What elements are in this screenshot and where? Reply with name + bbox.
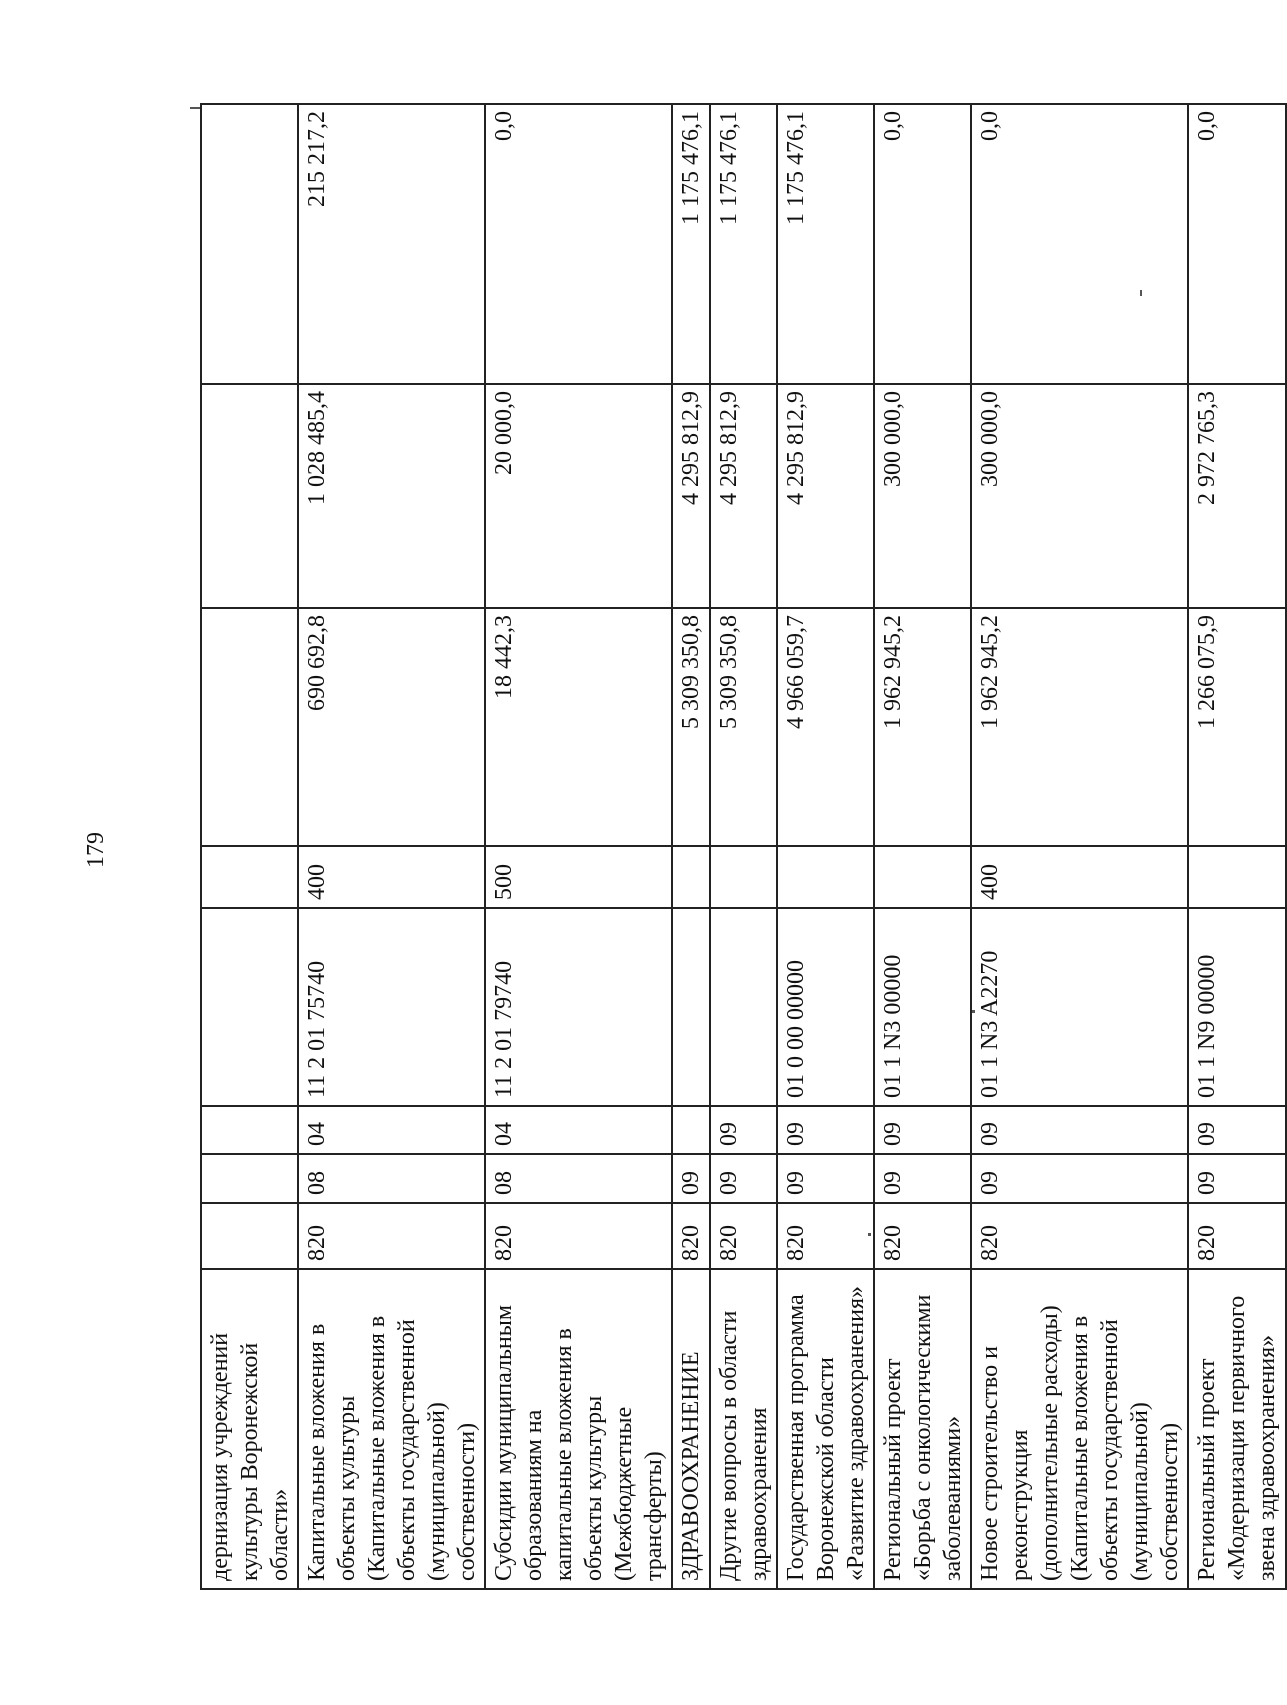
- expense-type-code: [710, 846, 777, 908]
- target-article-code: 11 2 01 79740: [485, 908, 672, 1106]
- amount-2: 4 295 812,9: [710, 384, 777, 608]
- table-row: [710, 104, 777, 1589]
- table-row: [672, 104, 710, 1589]
- target-article-code: 01 1 N3 A2270: [971, 908, 1188, 1106]
- amount-3: 1 175 476,1: [672, 104, 710, 384]
- amount-1: 690 692,8: [298, 608, 485, 846]
- target-article-code: [672, 908, 710, 1106]
- target-article-code: 11 2 01 75740: [298, 908, 485, 1106]
- row-name: Региональный проект «Борьба с онкологическими заболеваниями»: [874, 1269, 971, 1589]
- row-name: Капитальные вложения в объекты культуры (Капитальные вложения в объекты государственной (муниципальной) собственности): [298, 1269, 485, 1589]
- amount-1: 1 962 945,2: [971, 608, 1188, 846]
- section-code: 09: [971, 1154, 1188, 1203]
- subsection-code: 04: [485, 1106, 672, 1154]
- row-name: Другие вопросы в области здравоохранения: [710, 1269, 777, 1589]
- row-name: Региональный проект «Модернизация первичного звена здравоохранения»: [1188, 1269, 1286, 1589]
- rotated-table-container: [200, 105, 1280, 1590]
- expense-type-code: 400: [298, 846, 485, 908]
- section-code: [201, 1154, 298, 1203]
- section-code: 09: [672, 1154, 710, 1203]
- expense-type-code: [777, 846, 874, 908]
- target-article-code: 01 0 00 00000: [777, 908, 874, 1106]
- row-name: Субсидии муниципальным образованиям на капитальные вложения в объекты культуры (Межбюджетные трансферты): [485, 1269, 672, 1589]
- subsection-code: 04: [298, 1106, 485, 1154]
- section-code: 09: [777, 1154, 874, 1203]
- subsection-code: 09: [971, 1106, 1188, 1154]
- row-name: Новое строительство и реконструкция (дополнительные расходы) (Капитальные вложения в объекты государственной (муниципальной) собственности): [971, 1269, 1188, 1589]
- amount-2: 300 000,0: [971, 384, 1188, 608]
- amount-3: 0,0: [971, 104, 1188, 384]
- expense-type-code: [201, 846, 298, 908]
- section-code: 08: [298, 1154, 485, 1203]
- amount-1: 18 442,3: [485, 608, 672, 846]
- table-row: [485, 104, 672, 1589]
- target-article-code: [201, 908, 298, 1106]
- amount-3: 0,0: [1188, 104, 1286, 384]
- table-row: [874, 104, 971, 1589]
- grbs-code: 820: [710, 1203, 777, 1269]
- amount-2: 2 972 765,3: [1188, 384, 1286, 608]
- amount-3: 0,0: [874, 104, 971, 384]
- amount-2: 300 000,0: [874, 384, 971, 608]
- amount-1: 1 266 075,9: [1188, 608, 1286, 846]
- amount-2: 4 295 812,9: [777, 384, 874, 608]
- amount-1: 5 309 350,8: [672, 608, 710, 846]
- amount-1: [201, 608, 298, 846]
- amount-1: 1 962 945,2: [874, 608, 971, 846]
- expense-type-code: 400: [971, 846, 1188, 908]
- expense-type-code: [672, 846, 710, 908]
- table-row: [298, 104, 485, 1589]
- amount-2: 20 000,0: [485, 384, 672, 608]
- expense-type-code: 500: [485, 846, 672, 908]
- row-name: ЗДРАВООХРАНЕНИЕ: [672, 1269, 710, 1589]
- subsection-code: 09: [777, 1106, 874, 1154]
- grbs-code: 820: [485, 1203, 672, 1269]
- section-code: 09: [874, 1154, 971, 1203]
- subsection-code: 09: [1188, 1106, 1286, 1154]
- grbs-code: 820: [672, 1203, 710, 1269]
- section-code: 09: [710, 1154, 777, 1203]
- table-row: [1188, 104, 1286, 1589]
- expense-type-code: [1188, 846, 1286, 908]
- grbs-code: 820: [1188, 1203, 1286, 1269]
- amount-3: 215 217,2: [298, 104, 485, 384]
- expense-type-code: [874, 846, 971, 908]
- amount-3: 1 175 476,1: [710, 104, 777, 384]
- grbs-code: 820: [874, 1203, 971, 1269]
- amount-3: 0,0: [485, 104, 672, 384]
- page-number: 179: [83, 832, 109, 868]
- amount-2: [201, 384, 298, 608]
- grbs-code: 820: [298, 1203, 485, 1269]
- grbs-code: [201, 1203, 298, 1269]
- subsection-code: [201, 1106, 298, 1154]
- target-article-code: 01 1 N9 00000: [1188, 908, 1286, 1106]
- target-article-code: 01 1 N3 00000: [874, 908, 971, 1106]
- amount-1: 5 309 350,8: [710, 608, 777, 846]
- target-article-code: [710, 908, 777, 1106]
- grbs-code: 820: [971, 1203, 1188, 1269]
- amount-3: 1 175 476,1: [777, 104, 874, 384]
- section-code: 08: [485, 1154, 672, 1203]
- amount-2: 4 295 812,9: [672, 384, 710, 608]
- amount-3: [201, 104, 298, 384]
- scan-mark: [190, 107, 200, 109]
- subsection-code: 09: [874, 1106, 971, 1154]
- subsection-code: 09: [710, 1106, 777, 1154]
- row-name: дернизация учреждений культуры Воронежской области»: [201, 1269, 298, 1589]
- table-row: [777, 104, 874, 1589]
- table-row: [971, 104, 1188, 1589]
- section-code: 09: [1188, 1154, 1286, 1203]
- amount-2: 1 028 485,4: [298, 384, 485, 608]
- row-name: Государственная программа Воронежской области «Развитие здравоохранения»: [777, 1269, 874, 1589]
- table-row: [201, 104, 298, 1589]
- budget-table: [200, 103, 1287, 1590]
- grbs-code: 820: [777, 1203, 874, 1269]
- subsection-code: [672, 1106, 710, 1154]
- amount-1: 4 966 059,7: [777, 608, 874, 846]
